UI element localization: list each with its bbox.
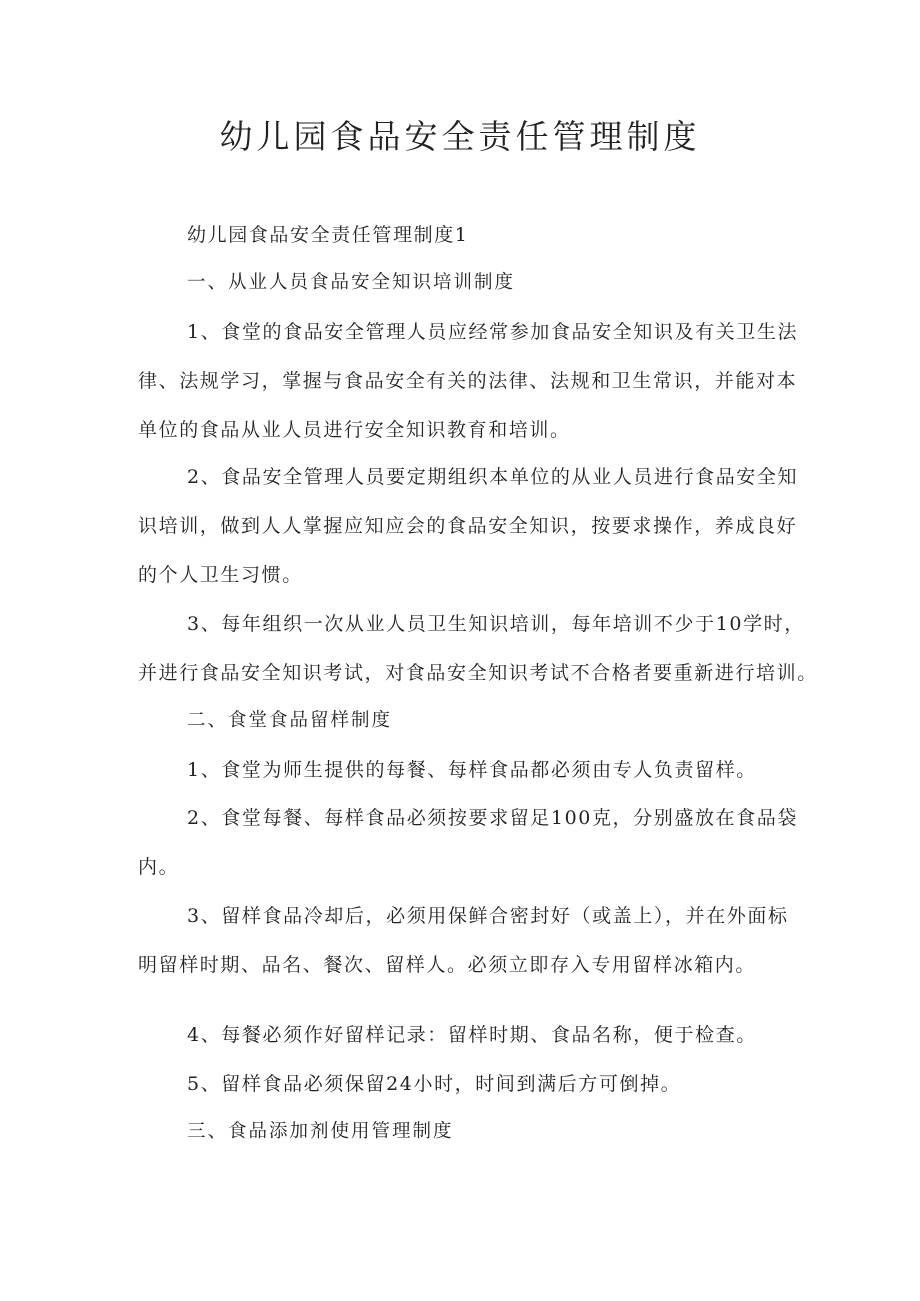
paragraph-line: 2、食堂每餐、每样食品必须按要求留足100克，分别盛放在食品袋 xyxy=(187,807,798,829)
paragraph-line: 1、食堂的食品安全管理人员应经常参加食品安全知识及有关卫生法 xyxy=(187,321,799,343)
section-heading-3: 三、食品添加剂使用管理制度 xyxy=(187,1121,454,1142)
paragraph-line: 1、食堂为师生提供的每餐、每样食品都必须由专人负责留样。 xyxy=(187,759,757,781)
paragraph-line: 单位的食品从业人员进行安全知识教育和培训。 xyxy=(138,419,571,441)
document-title: 幼儿园食品安全责任管理制度 xyxy=(219,117,701,156)
paragraph-line: 4、每餐必须作好留样记录：留样时期、食品名称，便于检查。 xyxy=(187,1024,757,1046)
paragraph-line: 3、留样食品冷却后，必须用保鲜合密封好（或盖上），并在外面标 xyxy=(187,905,789,927)
paragraph-line: 3、每年组织一次从业人员卫生知识培训，每年培训不少于10学时， xyxy=(187,613,805,635)
paragraph-line: 识培训，做到人人掌握应知应会的食品安全知识，按要求操作，养成良好 xyxy=(138,515,798,537)
paragraph-line: 并进行食品安全知识考试，对食品安全知识考试不合格者要重新进行培训。 xyxy=(138,662,818,684)
paragraph-line: 明留样时期、品名、餐次、留样人。必须立即存入专用留样冰箱内。 xyxy=(138,954,757,976)
section-heading-1: 一、从业人员食品安全知识培训制度 xyxy=(187,272,516,293)
paragraph-line: 的个人卫生习惯。 xyxy=(138,564,303,586)
paragraph-line: 5、留样食品必须保留24小时，时间到满后方可倒掉。 xyxy=(187,1073,682,1095)
section-subtitle: 幼儿园食品安全责任管理制度1 xyxy=(187,224,469,246)
paragraph-line: 内。 xyxy=(138,856,180,878)
paragraph-line: 律、法规学习，掌握与食品安全有关的法律、法规和卫生常识，并能对本 xyxy=(138,370,798,392)
paragraph-line: 2、食品安全管理人员要定期组织本单位的从业人员进行食品安全知 xyxy=(187,466,799,488)
section-heading-2: 二、食堂食品留样制度 xyxy=(187,710,393,731)
